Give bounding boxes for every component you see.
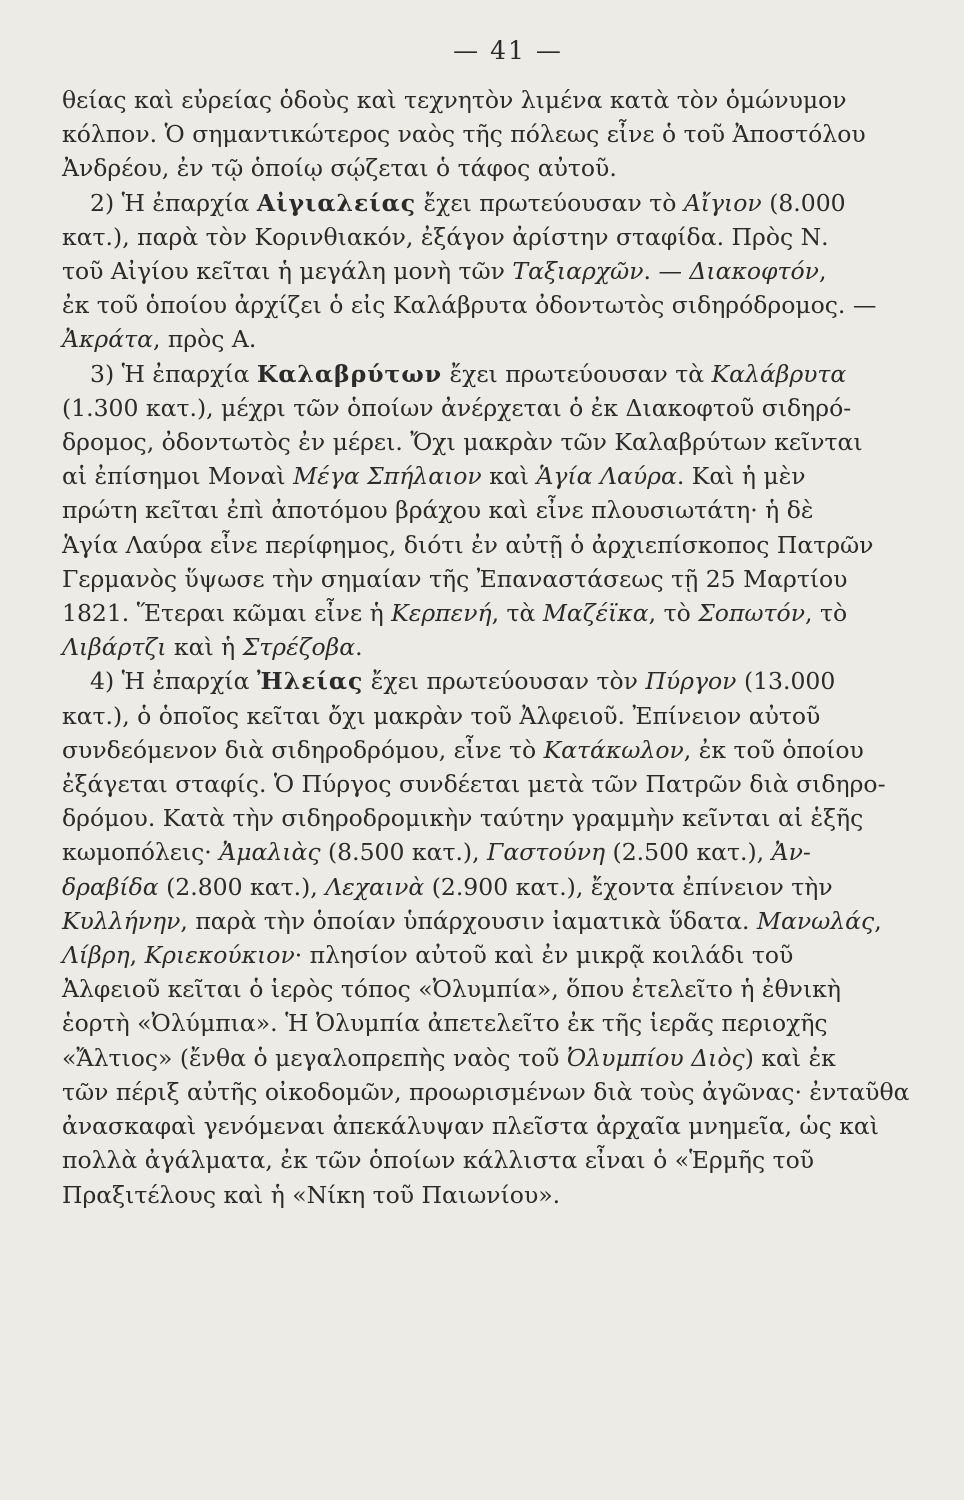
body-text — [62, 83, 910, 1212]
text-line — [62, 835, 844, 869]
text-line — [62, 1178, 844, 1212]
text-run: ἐξάγεται σταφίς. Ὁ Πύργος συνδέεται μετὰ τῶν Πατρῶν διὰ σιδηρο- — [62, 770, 886, 799]
text-line — [62, 1006, 844, 1040]
italic-name: Στρέζοβα — [242, 633, 356, 662]
text-run: κωμοπόλεις· — [62, 838, 220, 867]
italic-name: Σοπωτόν — [698, 599, 805, 628]
text-run: , τὰ — [491, 599, 543, 628]
text-run: ἑορτὴ «Ὀλύμπια». Ἡ Ὀλυμπία ἀπετελεῖτο ἐκ τῆς ἱερᾶς περιοχῆς — [62, 1009, 828, 1038]
text-line — [62, 938, 844, 972]
spaced-heading: Ἠλείας — [256, 667, 364, 696]
italic-name: Αἴγιον — [683, 188, 762, 217]
text-run: · πλησίον αὐτοῦ καὶ ἐν μικρᾷ κοιλάδι τοῦ — [294, 941, 794, 970]
spaced-heading: Αἰγιαλείας — [256, 188, 417, 217]
text-run: συνδεόμενον διὰ σιδηροδρόμου, εἶνε τὸ — [62, 735, 544, 764]
text-line — [62, 1075, 910, 1109]
italic-name: Λιβάρτζι — [62, 633, 167, 662]
text-run: (2.800 κατ.), — [158, 872, 326, 901]
italic-name: Ὀλυμπίου Διὸς — [566, 1043, 745, 1072]
text-run: , — [818, 257, 827, 286]
italic-name: Ἀν- — [771, 838, 811, 867]
text-run: (8.500 κατ.), — [320, 838, 488, 867]
text-run: αἱ ἐπίσημοι Μοναὶ — [62, 462, 294, 491]
paragraph — [62, 186, 877, 357]
text-line — [62, 83, 847, 117]
text-run: (2.500 κατ.), — [605, 838, 772, 867]
text-run: (13.000 — [736, 667, 836, 696]
text-run: , πρὸς Α. — [152, 325, 257, 354]
text-line — [62, 699, 844, 733]
italic-name: Κυλλήνην — [62, 906, 181, 935]
italic-name: Κερπενή — [391, 599, 492, 628]
text-line — [62, 220, 844, 254]
italic-name: Ταξιαρχῶν — [512, 257, 644, 286]
text-run: «Ἄλτιος» (ἔνθα ὁ μεγαλοπρεπὴς ναὸς τοῦ — [62, 1043, 567, 1072]
text-run: τῶν πέριξ αὐτῆς οἰκοδομῶν, προωρισμένων διὰ τοὺς ἀγῶνας· ἐνταῦθα — [62, 1077, 910, 1106]
text-run: καὶ — [481, 462, 537, 491]
text-run: δρόμου. Κατὰ τὴν σιδηροδρομικὴν ταύτην γραμμὴν κεῖνται αἱ ἑξῆς — [62, 804, 864, 833]
text-line — [62, 459, 844, 493]
text-line — [62, 391, 852, 425]
text-run: πρώτη κεῖται ἐπὶ ἀποτόμου βράχου καὶ εἶνε πλουσιωτάτη· ἡ δὲ — [62, 496, 814, 525]
text-line — [62, 117, 866, 151]
italic-name: Ἀμαλιὰς — [219, 838, 321, 867]
italic-name: Γαστούνη — [487, 838, 606, 867]
text-run: , — [874, 906, 882, 935]
text-run: 1821. Ἕτεραι κῶμαι εἶνε ἡ — [62, 599, 392, 628]
text-line — [62, 151, 844, 185]
text-line — [62, 972, 844, 1006]
text-run: Ἀλφειοῦ κεῖται ὁ ἱερὸς τόπος «Ὀλυμπία», ὅπου ἐτελεῖτο ἡ ἐθνικὴ — [62, 975, 841, 1004]
spaced-heading: Καλαβρύτων — [256, 359, 443, 388]
text-line — [62, 528, 874, 562]
italic-name: Κριεκούκιον — [144, 941, 295, 970]
text-run: 4) Ἡ ἐπαρχία — [90, 667, 257, 696]
italic-name: Ἀκράτα — [62, 325, 153, 354]
text-line — [62, 801, 864, 835]
text-line — [62, 733, 864, 767]
paragraph — [62, 357, 874, 665]
text-line — [62, 254, 844, 288]
text-run: 2) Ἡ ἐπαρχία — [90, 188, 257, 217]
text-run: ἔχει πρωτεύουσαν τὸν — [363, 667, 646, 696]
italic-name: Λεχαινὰ — [325, 872, 425, 901]
text-run: (8.000 — [761, 188, 846, 217]
text-line — [62, 596, 848, 630]
text-run: . — [355, 633, 363, 662]
text-line — [62, 357, 847, 391]
text-run: κατ.), παρὰ τὸν Κορινθιακόν, ἐξάγον ἀρίστην σταφίδα. Πρὸς Ν. — [62, 222, 829, 251]
text-run: δρομος, ὀδοντωτὸς ἐν μέρει. Ὄχι μακρὰν τῶν Καλαβρύτων κεῖνται — [62, 428, 863, 457]
text-line — [62, 630, 844, 664]
italic-name: δραβίδα — [62, 872, 159, 901]
text-line — [62, 1109, 879, 1143]
italic-name: Κατάκωλον — [543, 735, 684, 764]
text-run: 3) Ἡ ἐπαρχία — [90, 359, 257, 388]
text-run: (2.900 κατ.), ἔχοντα ἐπίνειον τὴν — [424, 872, 833, 901]
page-number: — 41 — — [453, 36, 563, 65]
text-run: Πραξιτέλους καὶ ἡ «Νίκη τοῦ Παιωνίου». — [62, 1180, 561, 1209]
italic-name: Πύργον — [645, 667, 737, 696]
text-run: κόλπον. Ὁ σημαντικώτερος ναὸς τῆς πόλεως εἶνε ὁ τοῦ Ἀποστόλου — [62, 120, 866, 149]
text-line — [62, 904, 882, 938]
text-run: , ἐκ τοῦ ὁποίου — [683, 735, 864, 764]
paragraph — [62, 83, 866, 186]
text-run: Ἀνδρέου, ἐν τῷ ὁποίῳ σῴζεται ὁ τάφος αὐτοῦ. — [62, 154, 617, 183]
text-run: κατ.), ὁ ὁποῖος κεῖται ὄχι μακρὰν τοῦ Ἀλφειοῦ. Ἐπίνειον αὐτοῦ — [62, 701, 821, 730]
text-run: . Καὶ ἡ μὲν — [676, 462, 806, 491]
text-run: ἔχει πρωτεύουσαν τὰ — [442, 359, 712, 388]
text-run: ἔχει πρωτεύουσαν τὸ — [416, 188, 684, 217]
text-run: (1.300 κατ.), μέχρι τῶν ὁποίων ἀνέρχεται ὁ ἐκ Διακοφτοῦ σιδηρό- — [62, 393, 852, 422]
italic-name: Λίβρη — [62, 941, 130, 970]
text-run: τοῦ Αἰγίου κεῖται ἡ μεγάλη μονὴ τῶν — [62, 257, 513, 286]
text-run: ) καὶ ἐκ — [744, 1043, 836, 1072]
text-run: , τὸ — [648, 599, 699, 628]
italic-name: Μανωλάς — [756, 906, 875, 935]
text-run: , — [129, 941, 145, 970]
text-run: Γερμανὸς ὕψωσε τὴν σημαίαν τῆς Ἐπαναστάσεως τῇ 25 Μαρτίου — [62, 564, 848, 593]
paragraph — [62, 664, 910, 1211]
italic-name: Διακοφτόν — [689, 257, 819, 286]
text-run: ἐκ τοῦ ὁποίου ἀρχίζει ὁ εἰς Καλάβρυτα ὀδοντωτὸς σιδηρόδρομος. — — [62, 291, 877, 320]
italic-name: Μέγα Σπήλαιον — [293, 462, 482, 491]
text-line — [62, 562, 848, 596]
text-line — [62, 493, 844, 527]
italic-name: Καλάβρυτα — [711, 359, 847, 388]
text-run: Ἁγία Λαύρα εἶνε περίφημος, διότι ἐν αὐτῇ ὁ ἀρχιεπίσκοπος Πατρῶν — [62, 530, 874, 559]
text-line — [62, 664, 844, 698]
text-run: πολλὰ ἀγάλματα, ἐκ τῶν ὁποίων κάλλιστα εἶναι ὁ «Ἑρμῆς τοῦ — [62, 1146, 815, 1175]
text-run: , παρὰ τὴν ὁποίαν ὑπάρχουσιν ἰαματικὰ ὕδατα. — [180, 906, 757, 935]
text-line — [62, 767, 886, 801]
text-line — [62, 186, 844, 220]
italic-name: Μαζέϊκα — [542, 599, 649, 628]
text-run: θείας καὶ εὐρείας ὁδοὺς καὶ τεχνητὸν λιμένα κατὰ τὸν ὁμώνυμον — [62, 86, 847, 114]
text-line — [62, 288, 877, 322]
text-line — [62, 322, 844, 356]
text-run: , τὸ — [805, 599, 848, 628]
text-line — [62, 1143, 844, 1177]
text-run: ἀνασκαφαὶ γενόμεναι ἀπεκάλυψαν πλεῖστα ἀρχαῖα μνημεῖα, ὡς καὶ — [62, 1112, 879, 1141]
text-run: καὶ ἡ — [166, 633, 243, 662]
text-line — [62, 425, 863, 459]
text-line — [62, 870, 844, 904]
text-line — [62, 1041, 844, 1075]
italic-name: Ἁγία Λαύρα — [536, 462, 677, 491]
text-run: . — — [643, 257, 690, 286]
